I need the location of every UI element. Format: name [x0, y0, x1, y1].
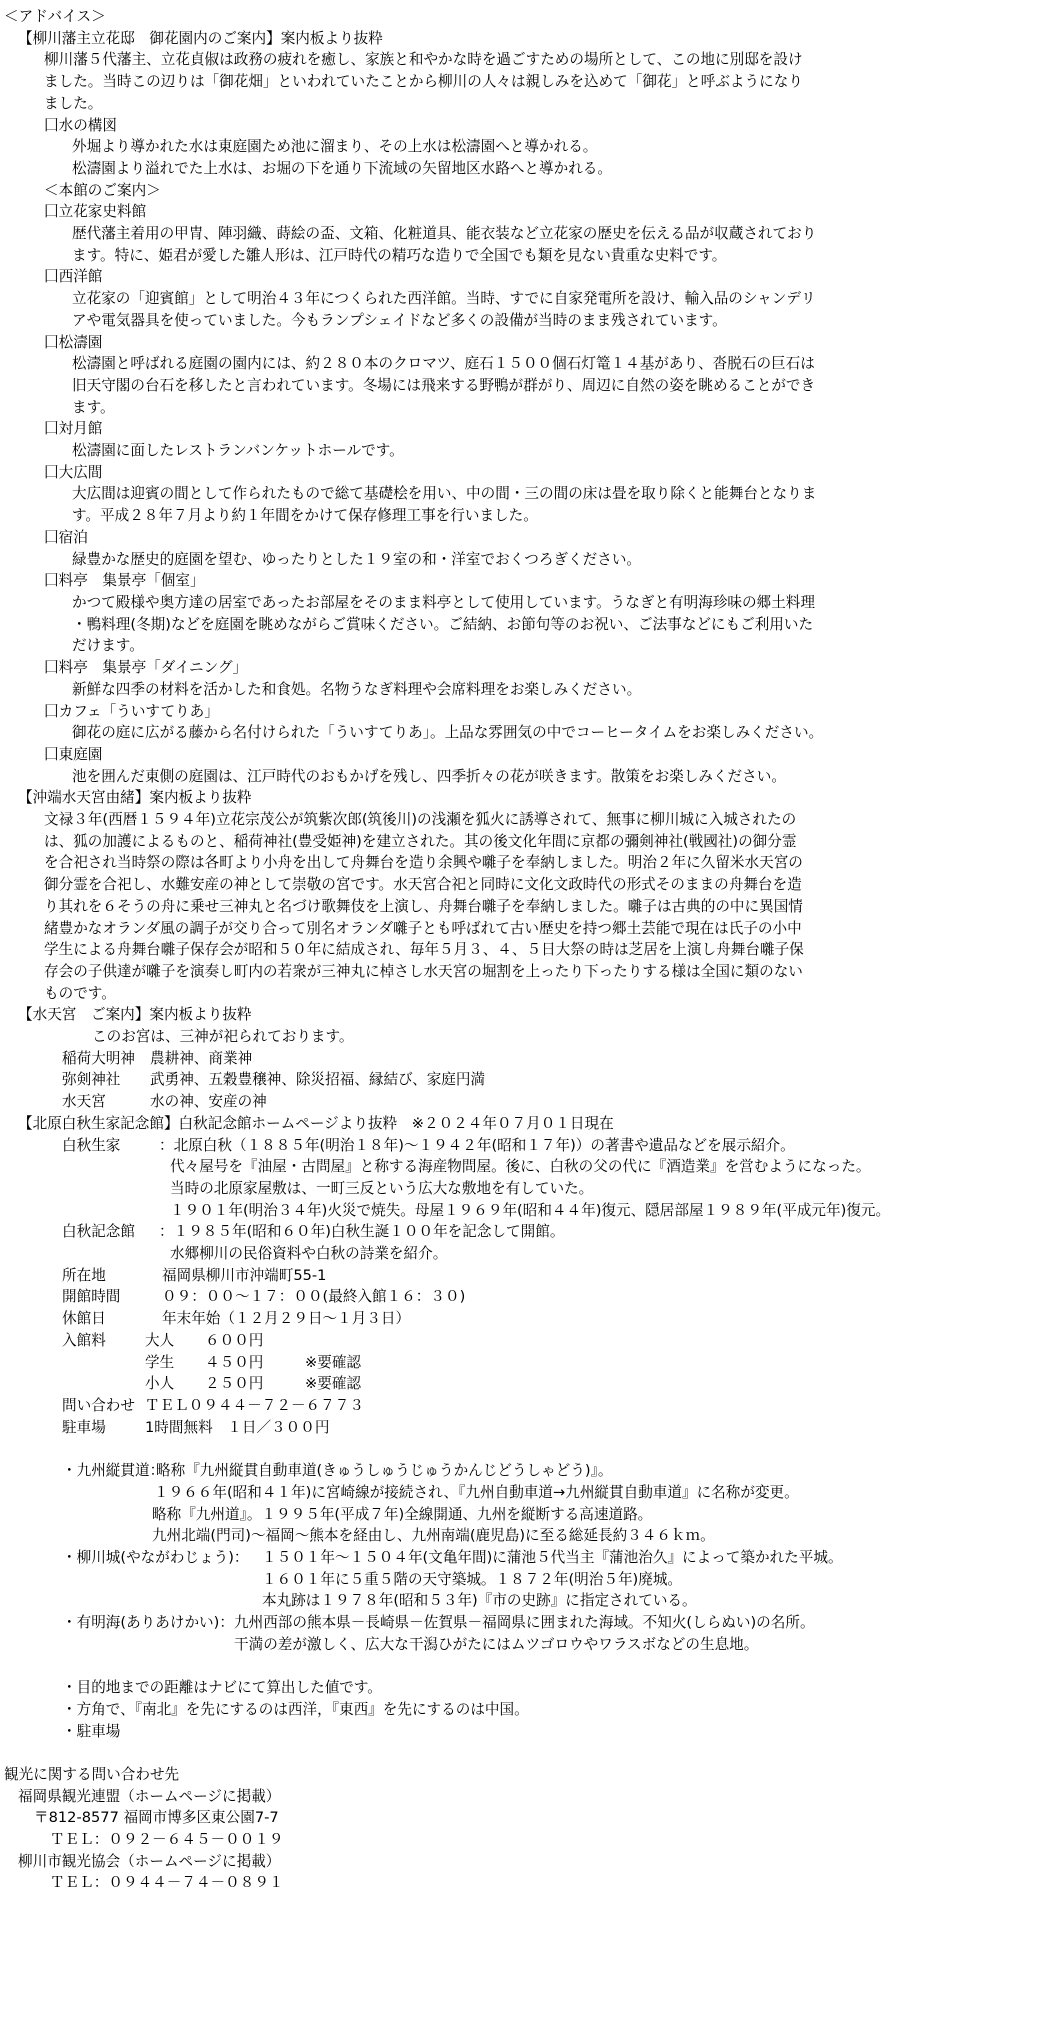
note-label: ・有明海(ありあけかい)： [62, 1614, 234, 1632]
text-line: 立花家の「迎賓館」として明治４３年につくられた西洋館。当時、すでに自家発電所を設け、輸入品のシャンデリ [72, 290, 816, 308]
org-tel: ＴＥＬ：０９２－６４５－００１９ [50, 1831, 284, 1849]
facility-title: 囗対月館 [44, 420, 103, 438]
text-line: 九州北端(門司)～福岡～熊本を経由し、九州南端(鹿児島)に至る総延長約３４６ｋｍ。 [152, 1527, 715, 1545]
text-line: 本丸跡は１９７８年(昭和５３年)『市の史跡』に指定されている。 [262, 1592, 697, 1610]
info-value: ：北原白秋（１８８５年(明治１８年)～１９４２年(昭和１７年)）の著書や遺品などを展示紹介。 [159, 1136, 795, 1154]
info-value: 1時間無料 １日／３００円 [145, 1418, 330, 1436]
fee-row [4, 1330, 1050, 1352]
info-label: 開館時間 [62, 1288, 121, 1306]
facility-title: 囗立花家史料館 [44, 203, 147, 221]
text-line: １９０１年(明治３４年)火災で焼失。母屋１９６９年(昭和４４年)復元、隠居部屋１９８９年(平成元年)復元。 [170, 1201, 891, 1219]
text-line: ものです。 [44, 984, 116, 1002]
text-line: 御分霊を合祀し、水難安産の神として崇敬の宮です。水天宮合祀と同時に文化文政時代の形式そのままの舟舞台を造 [44, 876, 802, 894]
info-label: 駐車場 [62, 1418, 106, 1436]
text-line: １６０１年に５重５階の天守築城。１８７２年(明治５年)廃城。 [262, 1570, 683, 1588]
facility-title: 囗カフェ「ういすてりあ」 [44, 702, 219, 720]
text-line: このお宮は、三神が祀られております。 [92, 1028, 354, 1046]
facility-title: 囗料亭 集景亭「個室」 [44, 572, 205, 590]
fee-type: 学生 [145, 1353, 175, 1371]
note-label: ・九州縦貫道： [62, 1462, 165, 1480]
section-title: 観光に関する問い合わせ先 [4, 1765, 180, 1783]
info-row [4, 1417, 1050, 1439]
subsection-title: 囗水の構図 [44, 116, 117, 134]
text-line: 大広間は迎賓の間として作られたもので総て基礎桧を用い、中の間・三の間の床は畳を取り除くと能舞台となりま [72, 485, 817, 503]
info-label: 所在地 [62, 1266, 106, 1284]
org-tel: ＴＥＬ：０９４４－７４－０８９１ [50, 1874, 284, 1892]
god-row [4, 1091, 1050, 1113]
text-line: ・鴨料理(冬期)などを庭園を眺めながらご賞味ください。ご結納、お節句等のお祝い、ご法事などにもご利用いた [72, 615, 814, 633]
suitengu-section [4, 1004, 1050, 1113]
fee-row [4, 1352, 1050, 1374]
info-value: 福岡県柳川市沖端町55-1 [162, 1266, 327, 1284]
god-name: 弥剣神社 [62, 1071, 121, 1089]
note-row [4, 1547, 1050, 1569]
text-line: 旧天守閣の台石を移したと言われています。冬場には飛来する野鴨が群がり、周辺に自然の姿を眺めることができ [72, 376, 816, 394]
text-line: かつて殿様や奥方達の居室であったお部屋をそのまま料亭として使用しています。うなぎと有明海珍味の郷土料理 [72, 593, 815, 611]
text-line: 池を囲んだ東側の庭園は、江戸時代のおもかげを残し、四季折々の花が咲きます。散策をお楽しみください。 [72, 767, 786, 785]
info-row [4, 1265, 1050, 1287]
info-label: 休館日 [62, 1310, 106, 1328]
info-value: ０９：００～１７：００(最終入館１６：３０) [162, 1288, 466, 1306]
org-name: 福岡県観光連盟（ホームページに掲載） [18, 1787, 281, 1805]
org-address: 〒812-8577 福岡市博多区東公園7-7 [34, 1809, 279, 1827]
note-row [4, 1460, 1050, 1482]
text-line: だけます。 [72, 637, 144, 655]
text-line: を合祀され当時祭の際は各町より小舟を出して舟舞台を造り余興や囃子を奉納しました。明治２年に久留米水天宮の [44, 854, 803, 872]
text-line: ます。 [72, 398, 115, 416]
god-name: 稲荷大明神 [62, 1049, 135, 1067]
fee-price: ４５０円 [205, 1353, 264, 1371]
fee-type: 大人 [145, 1331, 175, 1349]
text-line: ました。当時この辺りは「御花畑」といわれていたことから柳川の人々は親しみを込めて「御花」と呼ぶようになり [44, 73, 803, 91]
god-row [4, 1069, 1050, 1091]
notes-section [4, 1460, 1050, 1655]
bullets-section [4, 1677, 1050, 1742]
facility-title: 囗東庭園 [44, 745, 103, 763]
god-row [4, 1048, 1050, 1070]
info-label: 問い合わせ [62, 1397, 135, 1414]
info-label: 入館料 [62, 1331, 106, 1349]
bullet-item: ・目的地までの距離はナビにて算出した値です。 [62, 1679, 382, 1697]
text-line: 学生による舟舞台囃子保存会が昭和５０年に結成され、毎年５月３、４、５日大祭の時は芝居を上演し舟舞台囃子保 [44, 941, 804, 959]
okinohata-section [4, 787, 1050, 1004]
text-line: は、狐の加護によるものと、稲荷神社(豊受姫神)を建立された。其の後文化年間に京都の彌剣神社(戦國社)の御分霊 [44, 832, 797, 850]
hakushu-section [4, 1113, 1050, 1439]
text-line: 松濤園と呼ばれる庭園の園内には、約２８０本のクロマツ、庭石１５００個石灯篭１４基があり、沓脱石の巨石は [72, 355, 815, 373]
fee-price: ６００円 [205, 1331, 264, 1349]
info-row [4, 1135, 1050, 1157]
facility-title: 囗松濤園 [44, 333, 103, 351]
note-value: １５０１年～１５０４年(文亀年間)に蒲池５代当主『蒲池治久』によって築かれた平城。 [262, 1548, 843, 1566]
god-desc: 農耕神、商業神 [150, 1049, 253, 1067]
fee-type: 小人 [145, 1375, 175, 1393]
tourism-contact-section [4, 1764, 1050, 1894]
text-line: 水郷柳川の民俗資料や白秋の詩業を紹介。 [170, 1245, 448, 1263]
section-title: 【沖端水天宮由緒】案内板より抜粋 [18, 789, 252, 807]
text-line: 干満の差が激しく、広大な干潟ひがたにはムツゴロウやワラスボなどの生息地。 [234, 1635, 759, 1653]
text-line: 柳川藩５代藩主、立花貞俶は政務の疲れを癒し、家族と和やかな時を過ごすための場所として、この地に別邸を設け [44, 51, 803, 69]
god-desc: 武勇神、五穀豊穣神、除災招福、縁結び、家庭円満 [150, 1071, 486, 1089]
section-title: 【水天宮 ご案内】案内板より抜粋 [18, 1006, 252, 1024]
info-value: ：１９８５年(昭和６０年)白秋生誕１００年を記念して開館。 [159, 1223, 565, 1241]
tachibana-section [4, 28, 1050, 788]
text-line: 略称『九州道』。１９９５年(平成７年)全線開通、九州を縦断する高速道路。 [152, 1505, 653, 1523]
text-line: アや電気器具を使っていました。今もランプシェイドなど多くの設備が当時のまま残されています。 [72, 311, 727, 329]
note-row [4, 1612, 1050, 1634]
fee-note: ※要確認 [305, 1353, 362, 1371]
facility-title: 囗大広間 [44, 463, 103, 481]
fee-note: ※要確認 [305, 1375, 362, 1393]
facility-title: 囗料亭 集景亭「ダイニング」 [44, 659, 248, 677]
advice-heading: ＜アドバイス＞ [4, 8, 106, 25]
text-line: 緑豊かな歴史的庭園を望む、ゆったりとした１９室の和・洋室でおくつろぎください。 [72, 550, 642, 568]
info-row [4, 1286, 1050, 1308]
text-line: ます。特に、姫君が愛した雛人形は、江戸時代の精巧な造りで全国でも類を見ない貴重な史料です。 [72, 246, 727, 264]
org-name: 柳川市観光協会（ホームページに掲載） [18, 1852, 281, 1870]
bullet-item: ・方角で、『南北』を先にするのは西洋，『東西』を先にするのは中国。 [62, 1700, 529, 1718]
god-name: 水天宮 [62, 1093, 106, 1111]
bullet-item: ・駐車場 [62, 1722, 121, 1740]
info-row [4, 1221, 1050, 1243]
text-line: 松濤園より溢れでた上水は、お堀の下を通り下流域の矢留地区水路へと導かれる。 [72, 159, 612, 177]
text-line: 外堀より導かれた水は東庭園ため池に溜まり、その上水は松濤園へと導かれる。 [72, 138, 598, 156]
subsection-title: ＜本館のご案内＞ [44, 181, 161, 199]
text-line: 新鮮な四季の材料を活かした和食処。名物うなぎ料理や会席料理をお楽しみください。 [72, 680, 642, 698]
text-line: 文禄３年(西暦１５９４年)立花宗茂公が筑紫次郎(筑後川)の浅瀬を狐火に誘導されて、無事に柳川城に入城されたの [44, 811, 797, 829]
fee-row [4, 1373, 1050, 1395]
text-line: り其れを６そうの舟に乗せ三神丸と名づけ歌舞伎を上演し、舟舞台囃子を奉納しました。囃子は古典的の中に異国情 [44, 897, 803, 915]
text-line: 松濤園に面したレストランバンケットホールです。 [72, 442, 404, 460]
section-title: 【柳川藩主立花邸 御花園内のご案内】案内板より抜粋 [18, 29, 383, 47]
note-label: ・柳川城(やながわじょう)： [62, 1548, 249, 1566]
facility-title: 囗宿泊 [44, 528, 88, 546]
info-value: 年末年始（１２月２９日～１月３日） [162, 1310, 411, 1328]
info-row [4, 1308, 1050, 1330]
god-desc: 水の神、安産の神 [150, 1093, 267, 1111]
note-value: 九州西部の熊本県－長崎県－佐賀県－福岡県に囲まれた海域。不知火(しらぬい)の名所。 [234, 1614, 815, 1632]
fee-price: ２５０円 [205, 1375, 264, 1393]
section-title: 【北原白秋生家記念館】白秋記念館ホームページより抜粋 ※２０２４年０７月０１日現在 [18, 1114, 614, 1132]
text-line: 代々屋号を『油屋・古問屋』と称する海産物問屋。後に、白秋の父の代に『酒造業』を営むようになった。 [170, 1158, 871, 1176]
info-label: 白秋記念館 [62, 1223, 135, 1241]
facility-title: 囗西洋館 [44, 268, 103, 286]
text-line: ました。 [44, 94, 103, 112]
note-value: 略称『九州縦貫自動車道(きゅうしゅうじゅうかんじどうしゃどう)』。 [156, 1462, 613, 1480]
text-line: 御花の庭に広がる藤から名付けられた「ういすてりあ」。上品な雰囲気の中でコーヒータイムをお楽しみください。 [72, 724, 824, 742]
text-line: 緒豊かなオランダ風の調子が交り合って別名オランダ囃子とも呼ばれて古い歴史を持つ郷土芸能で現在は氏子の小中 [44, 919, 802, 937]
text-line: 存会の子供達が囃子を演奏し町内の若衆が三神丸に棹さし水天宮の堀割を上ったり下ったりする様は全国に類のない [44, 962, 803, 980]
info-value: ＴＥＬ０９４４－７２－６７７３ [145, 1397, 364, 1414]
info-row [4, 1395, 1050, 1417]
text-line: １９６６年(昭和４１年)に宮崎線が接続され、『九州自動車道→九州縦貫自動車道』に名称が変更。 [154, 1483, 799, 1501]
info-label: 白秋生家 [62, 1136, 121, 1154]
text-line: 歴代藩主着用の甲冑、陣羽織、蒔絵の盃、文箱、化粧道具、能衣装など立花家の歴史を伝える品が収蔵されており [72, 225, 817, 243]
text-line: 当時の北原家屋敷は、一町三反という広大な敷地を有していた。 [170, 1179, 594, 1197]
text-line: す。平成２８年７月より約１年間をかけて保存修理工事を行いました。 [72, 507, 538, 525]
